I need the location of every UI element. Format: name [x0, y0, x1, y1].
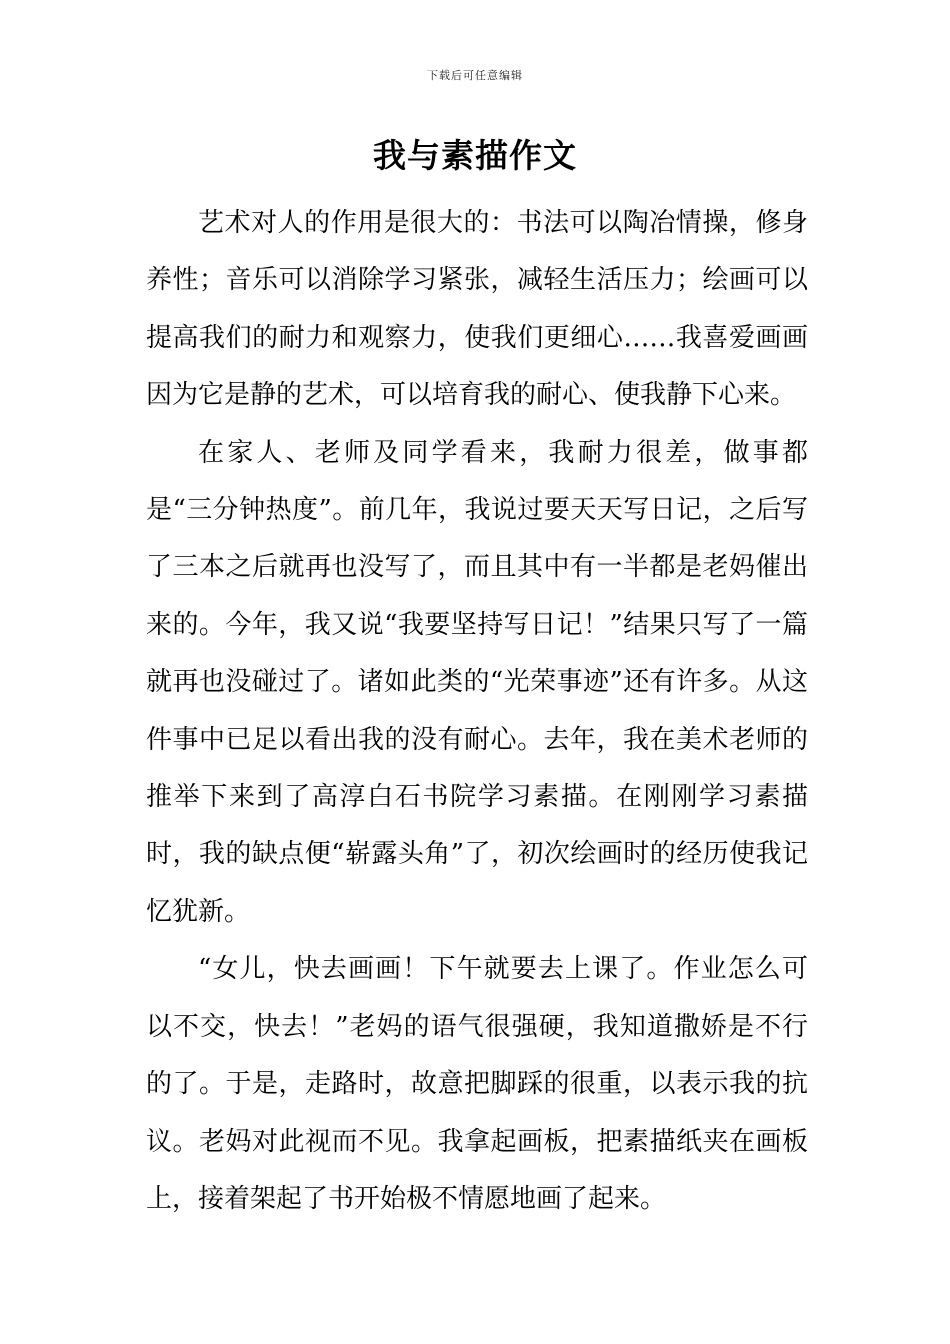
paragraph: 在家人、老师及同学看来，我耐力很差，做事都是“三分钟热度”。前几年，我说过要天天写日记，之后写了三本之后就再也没写了，而且其中有一半都是老妈催出来的。今年，我又说“我要坚持写日记！”结果只写了一篇就再也没碰过了。诸如此类的“光荣事迹”还有许多。从这件事中已足以看出我的没有耐心。去年，我在美术老师的推举下来到了高淳白石书院学习素描。在刚刚学习素描时，我的缺点便“崭露头角”了，初次绘画时的经历使我记忆犹新。 — [146, 437, 808, 927]
header-note: 下载后可任意编辑 — [427, 69, 523, 82]
page-title: 我与素描作文 — [373, 136, 577, 175]
paragraph: 艺术对人的作用是很大的：书法可以陶冶情操，修身养性；音乐可以消除学习紧张，减轻生活压力；绘画可以提高我们的耐力和观察力，使我们更细心……我喜爱画画因为它是静的艺术，可以培育我的耐心、使我静下心来。 — [146, 208, 808, 411]
article-body — [146, 195, 808, 1228]
paragraph: “女儿，快去画画！下午就要去上课了。作业怎么可以不交，快去！”老妈的语气很强硬，我知道撒娇是不行的了。于是，走路时，故意把脚踩的很重，以表示我的抗议。老妈对此视而不见。我拿起画板，把素描纸夹在画板上，接着架起了书开始极不情愿地画了起来。 — [146, 954, 808, 1214]
